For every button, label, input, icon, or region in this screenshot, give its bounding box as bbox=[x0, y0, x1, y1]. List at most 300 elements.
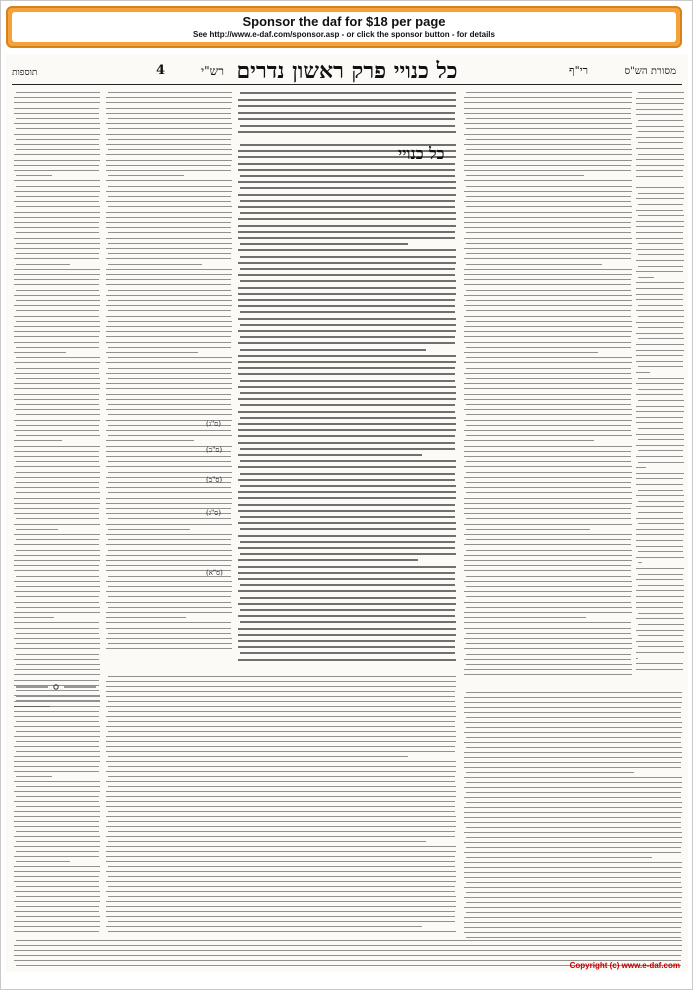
text-line bbox=[466, 772, 634, 773]
text-line bbox=[14, 154, 100, 155]
text-line bbox=[106, 274, 232, 275]
text-line bbox=[106, 342, 231, 343]
text-line bbox=[466, 827, 681, 828]
text-line bbox=[108, 841, 426, 842]
text-line bbox=[464, 787, 682, 788]
text-line bbox=[636, 445, 684, 446]
text-line bbox=[636, 137, 684, 138]
text-line bbox=[14, 134, 100, 135]
text-line bbox=[464, 702, 682, 703]
text-line bbox=[464, 201, 631, 202]
text-line bbox=[238, 479, 455, 481]
text-line bbox=[638, 120, 683, 121]
text-line bbox=[14, 811, 100, 812]
text-line bbox=[638, 501, 684, 502]
header-rashi-label: רש"י bbox=[201, 64, 225, 78]
text-line bbox=[638, 316, 684, 317]
text-line bbox=[240, 553, 456, 555]
text-line bbox=[638, 204, 683, 205]
text-line bbox=[108, 472, 232, 473]
text-line bbox=[636, 165, 684, 166]
text-line bbox=[14, 191, 100, 192]
text-line bbox=[238, 578, 455, 580]
text-line bbox=[636, 322, 684, 323]
text-line bbox=[466, 717, 681, 718]
text-line bbox=[16, 851, 99, 852]
text-line bbox=[636, 652, 684, 653]
text-line bbox=[238, 572, 455, 574]
text-line bbox=[238, 547, 455, 549]
text-line bbox=[238, 659, 456, 661]
text-line bbox=[466, 902, 681, 903]
text-line bbox=[636, 557, 684, 558]
text-line bbox=[14, 628, 99, 629]
text-line bbox=[14, 305, 100, 306]
text-line bbox=[638, 266, 683, 267]
text-line bbox=[108, 550, 232, 551]
text-line bbox=[240, 336, 455, 338]
text-line bbox=[16, 472, 100, 473]
text-line bbox=[466, 576, 631, 577]
text-line bbox=[106, 716, 456, 717]
text-line bbox=[14, 362, 100, 363]
text-line bbox=[466, 596, 631, 597]
text-line bbox=[16, 696, 100, 697]
text-line bbox=[106, 771, 456, 772]
text-line bbox=[108, 368, 231, 369]
text-line bbox=[16, 206, 100, 207]
text-line bbox=[14, 881, 99, 882]
text-line bbox=[238, 504, 455, 506]
text-line bbox=[238, 566, 456, 568]
text-line bbox=[636, 383, 684, 384]
page-number: 4 bbox=[156, 63, 166, 78]
text-line bbox=[108, 676, 456, 677]
text-line bbox=[14, 761, 100, 762]
text-line bbox=[106, 316, 231, 317]
text-line bbox=[464, 477, 632, 478]
text-line bbox=[464, 524, 632, 525]
text-line bbox=[108, 931, 456, 932]
text-line bbox=[638, 254, 684, 255]
gemara-opening-word: כל כנויי bbox=[398, 144, 445, 163]
text-line bbox=[464, 170, 631, 171]
text-line bbox=[240, 200, 455, 202]
text-line bbox=[16, 518, 99, 519]
text-line bbox=[14, 336, 99, 337]
text-line bbox=[14, 102, 100, 103]
text-line bbox=[238, 305, 455, 307]
text-line bbox=[106, 746, 455, 747]
sponsor-banner[interactable] bbox=[6, 6, 682, 48]
text-line bbox=[106, 227, 231, 228]
text-line bbox=[636, 355, 683, 356]
text-line bbox=[106, 565, 231, 566]
text-line bbox=[16, 232, 99, 233]
text-line bbox=[16, 461, 99, 462]
text-line bbox=[106, 222, 231, 223]
text-line bbox=[464, 446, 632, 447]
text-line bbox=[106, 399, 231, 400]
text-line bbox=[466, 692, 682, 693]
text-line bbox=[108, 414, 232, 415]
text-line bbox=[638, 338, 684, 339]
text-line bbox=[108, 776, 455, 777]
header-divider bbox=[12, 84, 682, 85]
text-line bbox=[108, 290, 231, 291]
text-line bbox=[108, 264, 202, 265]
text-line bbox=[106, 628, 231, 629]
text-line bbox=[464, 742, 681, 743]
text-line bbox=[108, 701, 455, 702]
text-line bbox=[464, 394, 631, 395]
text-line bbox=[14, 144, 99, 145]
text-line bbox=[108, 866, 455, 867]
text-line bbox=[638, 635, 683, 636]
text-line bbox=[238, 559, 418, 561]
text-line bbox=[16, 607, 100, 608]
left-margin-block bbox=[14, 90, 100, 710]
text-line bbox=[638, 277, 654, 278]
text-line bbox=[106, 617, 186, 618]
text-line bbox=[464, 466, 632, 467]
text-line bbox=[14, 503, 100, 504]
text-line bbox=[14, 165, 99, 166]
text-line bbox=[14, 766, 99, 767]
text-line bbox=[238, 535, 456, 537]
text-line bbox=[108, 539, 231, 540]
text-line bbox=[16, 321, 100, 322]
text-line bbox=[466, 196, 631, 197]
text-line bbox=[106, 544, 231, 545]
text-line bbox=[14, 674, 100, 675]
text-line bbox=[464, 862, 682, 863]
text-line bbox=[238, 634, 456, 636]
text-line bbox=[466, 847, 681, 848]
text-line bbox=[464, 102, 632, 103]
text-line bbox=[466, 243, 632, 244]
text-line bbox=[466, 892, 682, 893]
margin-reference: (ס"ג) bbox=[206, 420, 221, 428]
text-line bbox=[106, 269, 232, 270]
text-line bbox=[106, 736, 456, 737]
text-line bbox=[636, 210, 683, 211]
text-line bbox=[238, 218, 456, 220]
text-line bbox=[464, 238, 632, 239]
text-line bbox=[14, 726, 100, 727]
text-line bbox=[466, 425, 631, 426]
gemara-text-block bbox=[238, 142, 456, 662]
text-line bbox=[14, 284, 99, 285]
text-line bbox=[238, 411, 455, 413]
text-line bbox=[464, 316, 631, 317]
text-line bbox=[638, 523, 684, 524]
text-line bbox=[238, 355, 456, 357]
text-line bbox=[14, 269, 100, 270]
text-line bbox=[636, 669, 683, 670]
text-line bbox=[636, 288, 684, 289]
text-line bbox=[238, 231, 455, 233]
text-line bbox=[108, 118, 231, 119]
text-line bbox=[464, 812, 682, 813]
text-line bbox=[14, 669, 100, 670]
text-line bbox=[106, 638, 232, 639]
gemara-top-block bbox=[238, 90, 456, 138]
text-line bbox=[106, 466, 232, 467]
text-line bbox=[106, 706, 456, 707]
text-line bbox=[466, 529, 590, 530]
text-line bbox=[16, 806, 100, 807]
text-line bbox=[238, 373, 455, 375]
text-line bbox=[106, 180, 232, 181]
text-line bbox=[464, 674, 632, 675]
text-line bbox=[14, 617, 54, 618]
text-line bbox=[638, 462, 684, 463]
text-line bbox=[636, 372, 650, 373]
text-line bbox=[636, 630, 684, 631]
text-line bbox=[466, 414, 632, 415]
text-line bbox=[636, 540, 683, 541]
text-line bbox=[108, 347, 231, 348]
text-line bbox=[106, 901, 456, 902]
text-line bbox=[636, 518, 683, 519]
left-bottom-block bbox=[14, 694, 100, 934]
text-line bbox=[464, 555, 632, 556]
text-line bbox=[466, 607, 632, 608]
text-line bbox=[16, 139, 99, 140]
text-line bbox=[464, 628, 631, 629]
text-line bbox=[14, 513, 99, 514]
text-line bbox=[14, 227, 99, 228]
text-line bbox=[14, 466, 100, 467]
text-line bbox=[466, 912, 682, 913]
text-line bbox=[464, 897, 682, 898]
text-line bbox=[14, 446, 100, 447]
text-line bbox=[14, 711, 99, 712]
text-line bbox=[240, 541, 455, 543]
text-line bbox=[16, 776, 52, 777]
text-line bbox=[108, 492, 232, 493]
text-line bbox=[14, 316, 99, 317]
text-line bbox=[636, 411, 684, 412]
text-line bbox=[14, 170, 99, 171]
text-line bbox=[14, 602, 99, 603]
text-line bbox=[464, 722, 682, 723]
text-line bbox=[464, 97, 632, 98]
text-line bbox=[464, 867, 682, 868]
text-line bbox=[16, 529, 58, 530]
text-line bbox=[238, 466, 456, 468]
sponsor-banner-body[interactable] bbox=[12, 12, 676, 42]
text-line bbox=[106, 165, 231, 166]
text-line bbox=[108, 149, 232, 150]
text-line bbox=[464, 777, 682, 778]
text-line bbox=[106, 217, 232, 218]
text-line bbox=[106, 801, 455, 802]
rashi-bottom-block bbox=[464, 690, 682, 940]
text-line bbox=[14, 326, 100, 327]
text-line bbox=[16, 664, 100, 665]
text-line bbox=[106, 781, 455, 782]
text-line bbox=[466, 472, 632, 473]
text-line bbox=[638, 305, 683, 306]
text-line bbox=[16, 404, 99, 405]
text-line bbox=[14, 680, 99, 681]
text-line bbox=[238, 112, 455, 114]
margin-reference: (ס"ב) bbox=[206, 446, 223, 454]
text-line bbox=[464, 451, 631, 452]
text-line bbox=[464, 456, 631, 457]
text-line bbox=[108, 232, 231, 233]
text-line bbox=[14, 846, 100, 847]
text-line bbox=[636, 299, 683, 300]
text-line bbox=[466, 792, 681, 793]
text-line bbox=[466, 461, 631, 462]
text-line bbox=[16, 643, 100, 644]
sponsor-title[interactable]: Sponsor the daf for $18 per page bbox=[242, 14, 446, 29]
text-line bbox=[108, 766, 456, 767]
text-line bbox=[106, 144, 231, 145]
text-line bbox=[636, 417, 683, 418]
text-line bbox=[466, 290, 631, 291]
text-line bbox=[14, 816, 100, 817]
text-line bbox=[14, 201, 99, 202]
text-line bbox=[636, 590, 684, 591]
header-tosafot-label: תוספות bbox=[12, 68, 38, 78]
text-line bbox=[464, 581, 632, 582]
text-line bbox=[14, 791, 100, 792]
text-line bbox=[14, 388, 100, 389]
text-line bbox=[106, 238, 232, 239]
text-line bbox=[108, 300, 232, 301]
text-line bbox=[464, 570, 631, 571]
text-line bbox=[14, 771, 99, 772]
text-line bbox=[240, 485, 456, 487]
text-line bbox=[16, 550, 100, 551]
text-line bbox=[636, 333, 683, 334]
text-line bbox=[466, 118, 631, 119]
text-line bbox=[108, 731, 456, 732]
text-line bbox=[466, 727, 682, 728]
text-line bbox=[108, 821, 456, 822]
text-line bbox=[14, 931, 99, 932]
text-line bbox=[638, 327, 683, 328]
text-line bbox=[466, 747, 682, 748]
text-line bbox=[464, 565, 631, 566]
text-line bbox=[466, 664, 632, 665]
text-line bbox=[464, 762, 681, 763]
text-line bbox=[106, 612, 232, 613]
text-line bbox=[464, 326, 632, 327]
text-line bbox=[106, 916, 455, 917]
text-line bbox=[464, 508, 631, 509]
text-line bbox=[238, 429, 456, 431]
text-line bbox=[106, 160, 232, 161]
text-line bbox=[240, 448, 455, 450]
sponsor-subtitle[interactable]: See http://www.e-daf.com/sponsor.asp - or click the sponsor button - for details bbox=[193, 30, 495, 39]
margin-reference: (ס"א) bbox=[206, 569, 223, 577]
text-line bbox=[636, 394, 683, 395]
text-line bbox=[638, 154, 684, 155]
text-line bbox=[14, 180, 100, 181]
text-line bbox=[14, 352, 66, 353]
text-line bbox=[108, 607, 232, 608]
text-line bbox=[464, 113, 631, 114]
text-line bbox=[238, 274, 455, 276]
text-line bbox=[238, 299, 455, 301]
text-line bbox=[636, 344, 684, 345]
text-line bbox=[638, 193, 684, 194]
text-line bbox=[240, 652, 455, 654]
text-line bbox=[106, 123, 232, 124]
text-line bbox=[466, 882, 681, 883]
text-line bbox=[238, 131, 456, 133]
text-line bbox=[108, 196, 231, 197]
text-line bbox=[240, 597, 456, 599]
text-line bbox=[464, 409, 632, 410]
text-line bbox=[106, 503, 232, 504]
copyright-notice[interactable]: Copyright (c) www.e-daf.com bbox=[569, 961, 680, 970]
text-line bbox=[636, 282, 684, 283]
text-line bbox=[638, 378, 684, 379]
text-line bbox=[14, 451, 99, 452]
text-line bbox=[464, 917, 682, 918]
text-line bbox=[106, 456, 231, 457]
text-line bbox=[14, 108, 99, 109]
text-line bbox=[636, 568, 684, 569]
text-line bbox=[636, 294, 683, 295]
text-line bbox=[464, 842, 682, 843]
text-line bbox=[14, 383, 100, 384]
text-line bbox=[14, 736, 100, 737]
text-line bbox=[638, 624, 684, 625]
text-line bbox=[106, 383, 232, 384]
text-line bbox=[240, 311, 455, 313]
text-line bbox=[16, 118, 99, 119]
text-line bbox=[464, 248, 632, 249]
text-line bbox=[106, 691, 455, 692]
header-masoret-label: מסורת הש"ס bbox=[624, 66, 676, 77]
text-line bbox=[14, 821, 99, 822]
text-line bbox=[14, 477, 100, 478]
text-line bbox=[636, 406, 684, 407]
text-line bbox=[16, 435, 100, 436]
text-line bbox=[464, 932, 681, 933]
text-line bbox=[636, 506, 684, 507]
text-line bbox=[238, 361, 456, 363]
text-line bbox=[638, 400, 684, 401]
margin-reference: (ס"ג) bbox=[206, 509, 221, 517]
text-line bbox=[636, 232, 683, 233]
text-line bbox=[466, 253, 631, 254]
text-line bbox=[464, 560, 632, 561]
text-line bbox=[106, 108, 231, 109]
text-line bbox=[106, 696, 455, 697]
text-line bbox=[108, 186, 232, 187]
text-line bbox=[636, 159, 684, 160]
text-line bbox=[464, 222, 631, 223]
text-line bbox=[638, 490, 683, 491]
text-line bbox=[106, 851, 456, 852]
text-line bbox=[16, 186, 100, 187]
text-line bbox=[466, 404, 631, 405]
text-line bbox=[238, 386, 456, 388]
text-line bbox=[108, 206, 232, 207]
text-line bbox=[464, 160, 632, 161]
text-line bbox=[240, 392, 456, 394]
text-line bbox=[14, 638, 100, 639]
text-line bbox=[636, 579, 683, 580]
